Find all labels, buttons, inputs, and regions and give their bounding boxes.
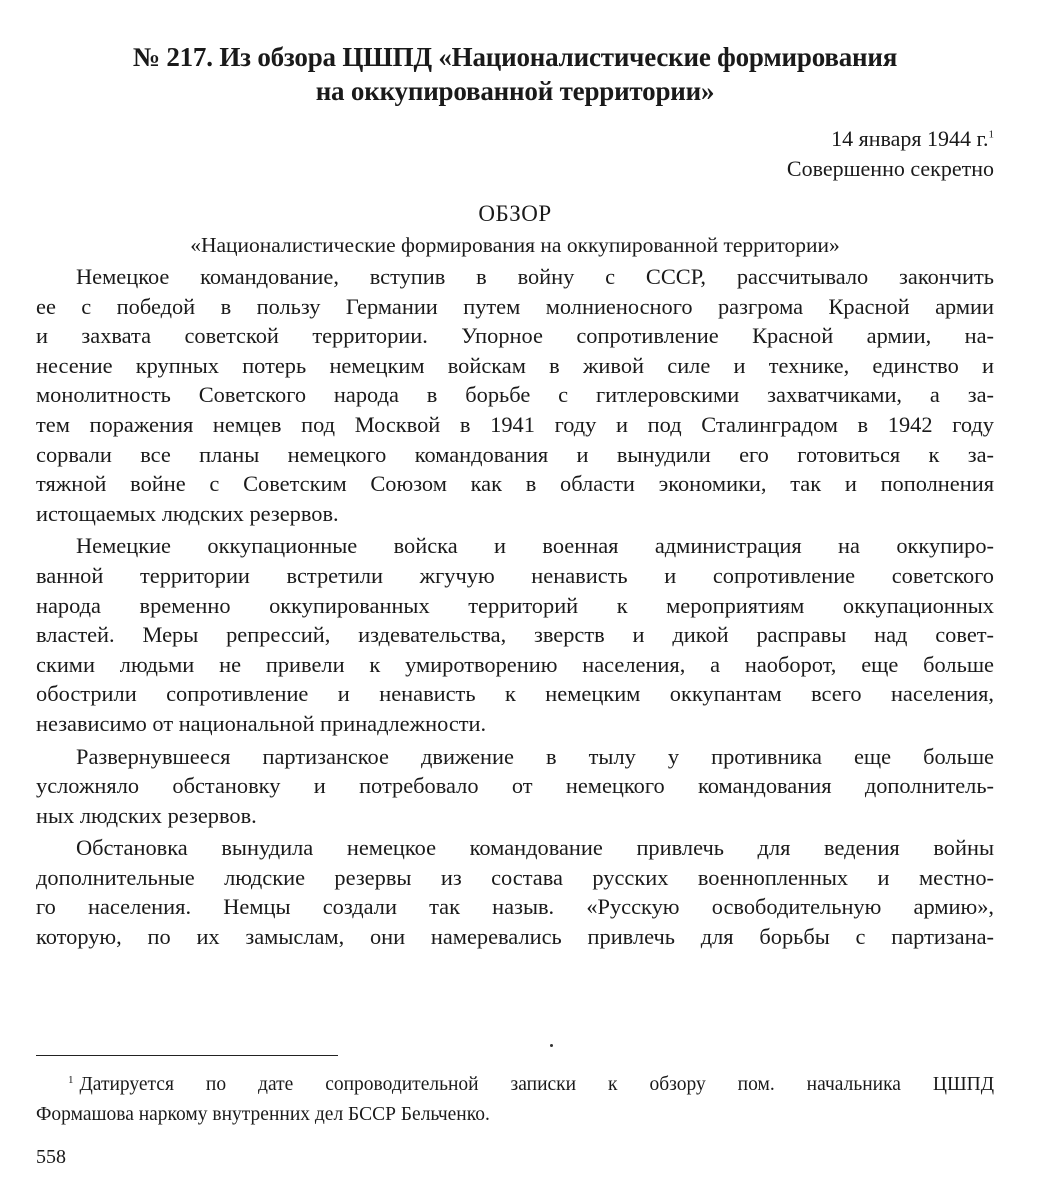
text-line: народа временно оккупированных территорий к мероприятиям оккупационных bbox=[36, 592, 994, 618]
document-page bbox=[36, 30, 994, 1180]
body-text bbox=[36, 262, 994, 952]
footnote-line-1 bbox=[36, 1070, 994, 1100]
text-line: ее с победой в пользу Германии путем молниеносного разгрома Красной армии bbox=[36, 293, 994, 319]
section-heading: ОБЗОР bbox=[478, 201, 552, 226]
text-line: и захвата советской территории. Упорное сопротивление Красной армии, на- bbox=[36, 323, 994, 349]
text-line: Обстановка вынудила немецкое командование привлечь для ведения войны bbox=[76, 835, 994, 861]
document-date-line bbox=[36, 124, 994, 154]
classification-label: Совершенно секретно bbox=[786, 156, 994, 181]
text-line: сорвали все планы немецкого командования и вынудили его готовиться к за- bbox=[36, 441, 994, 467]
text-line: Немецкие оккупационные войска и военная администрация на оккупиро- bbox=[76, 533, 994, 559]
text-line: го населения. Немцы создали так назыв. «Русскую освободительную армию», bbox=[36, 894, 994, 920]
footnote bbox=[36, 1070, 994, 1130]
page-number: 558 bbox=[36, 1146, 66, 1168]
footnote-divider bbox=[36, 1055, 338, 1056]
text-line: Развернувшееся партизанское движение в тылу у противника еще больше bbox=[76, 743, 994, 769]
footnote-mark: 1 bbox=[68, 1073, 74, 1086]
text-line: ных людских резервов. bbox=[36, 802, 257, 828]
footnote-line-2: Формашова наркому внутренних дел БССР Бельченко. bbox=[36, 1104, 490, 1125]
text-line: тяжной войне с Советским Союзом как в области экономики, так и пополнения bbox=[36, 471, 994, 497]
paragraph-4 bbox=[36, 833, 994, 951]
paragraph-3 bbox=[36, 742, 994, 831]
text-line: тем поражения немцев под Москвой в 1941 году и под Сталинградом в 1942 году bbox=[36, 411, 994, 437]
title-line-1: № 217. Из обзора ЦШПД «Националистические формирования bbox=[132, 42, 898, 72]
text-line: которую, по их замыслам, они намеревались привлечь для борьбы с партизана- bbox=[36, 924, 994, 950]
text-line: скими людьми не привели к умиротворению населения, а наоборот, еще больше bbox=[36, 651, 994, 677]
text-line: обострили сопротивление и ненависть к немецким оккупантам всего населения, bbox=[36, 681, 994, 707]
paragraph-1 bbox=[36, 262, 994, 528]
text-line: властей. Меры репрессий, издевательства, зверств и дикой расправы над совет- bbox=[36, 622, 994, 648]
date-block bbox=[36, 124, 994, 184]
print-speck bbox=[550, 1044, 553, 1047]
text-line: несение крупных потерь немецким войскам в живой силе и технике, единство и bbox=[36, 352, 994, 378]
text-line: ванной территории встретили жгучую ненависть и сопротивление советского bbox=[36, 562, 994, 588]
text-line: монолитность Советского народа в борьбе с гитлеровскими захватчиками, а за- bbox=[36, 382, 994, 408]
text-line: дополнительные людские резервы из состава русских военнопленных и местно- bbox=[36, 864, 994, 890]
document-title bbox=[36, 40, 994, 108]
footnote-text-1: Датируется по дате сопроводительной записки к обзору пом. начальника ЦШПД bbox=[79, 1074, 994, 1095]
title-line-2: на оккупированной территории» bbox=[315, 76, 715, 106]
text-line: истощаемых людских резервов. bbox=[36, 500, 339, 526]
text-line: Немецкое командование, вступив в войну с СССР, рассчитывало закончить bbox=[76, 264, 994, 289]
section-subheading: «Националистические формирования на оккупированной территории» bbox=[190, 233, 840, 257]
date-footnote-mark: 1 bbox=[988, 128, 994, 141]
document-date: 14 января 1944 г. bbox=[831, 126, 989, 151]
text-line: усложняло обстановку и потребовало от немецкого командования дополнитель- bbox=[36, 773, 994, 799]
text-line: независимо от национальной принадлежности. bbox=[36, 710, 487, 736]
paragraph-2 bbox=[36, 531, 994, 738]
